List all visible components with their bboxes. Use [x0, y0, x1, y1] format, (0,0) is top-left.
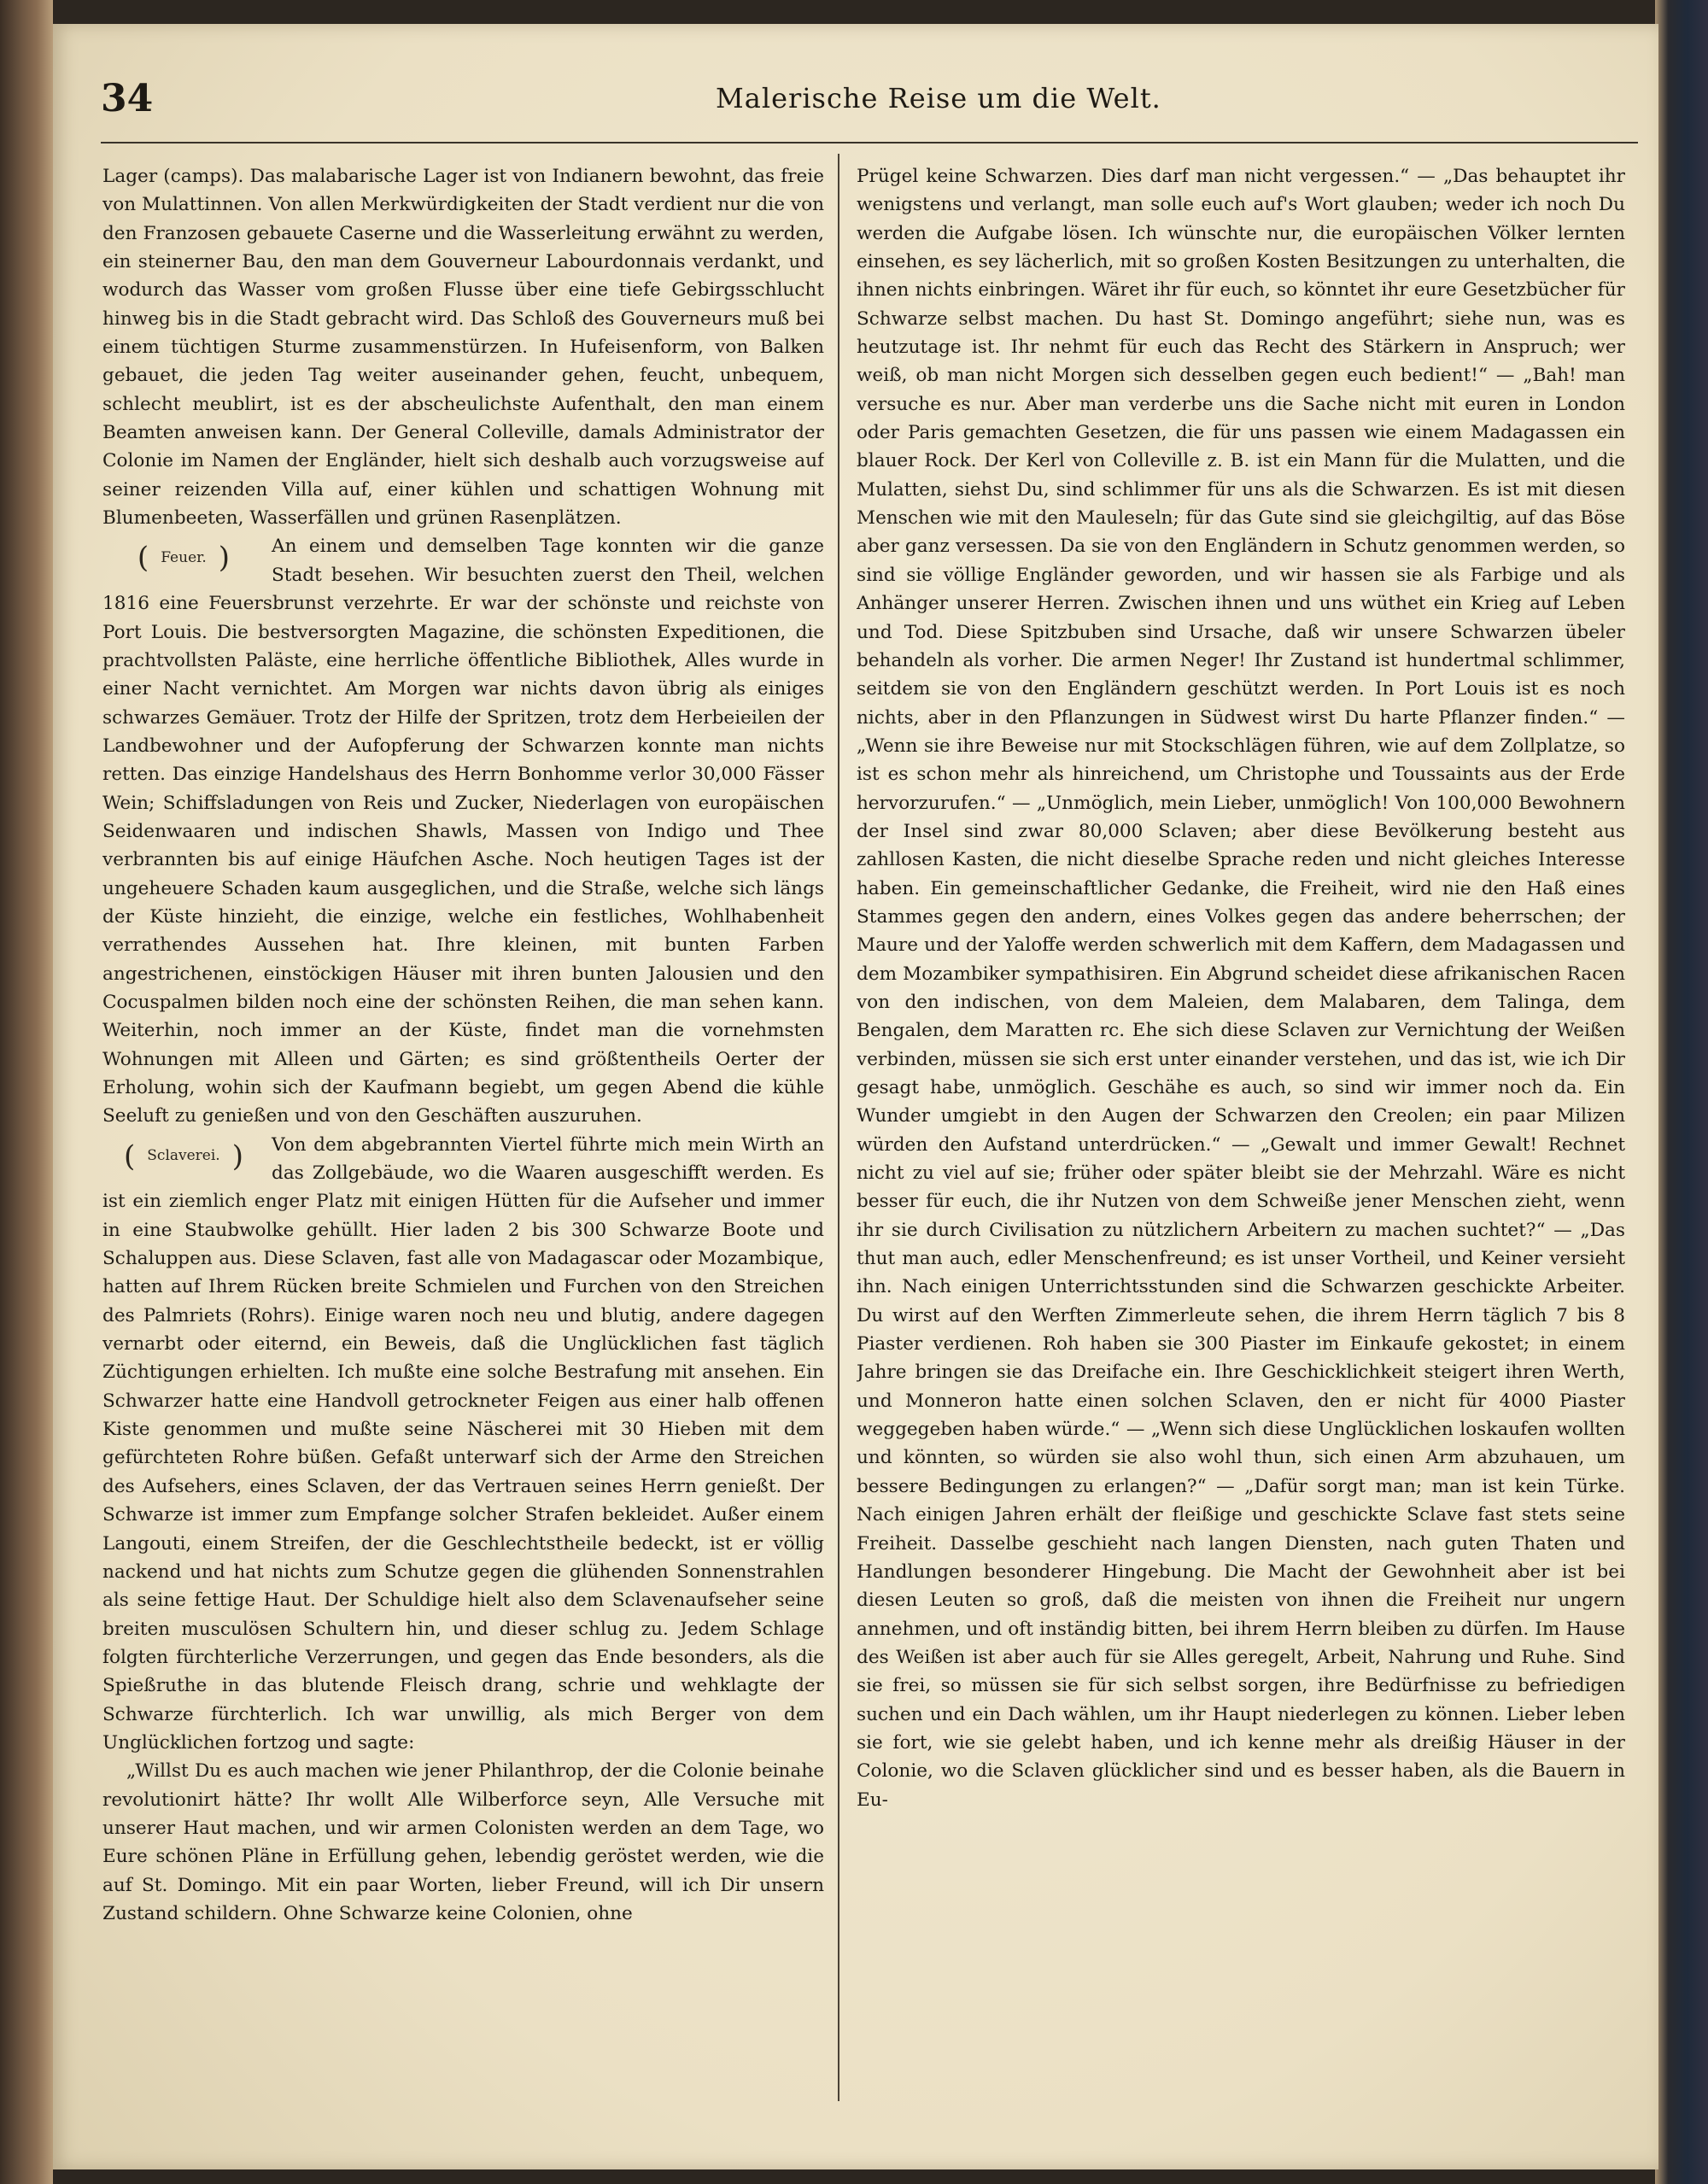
margin-note-text: Sclaverei.	[147, 1147, 220, 1165]
paragraph: Lager (camps). Das malabarische Lager ist von Indianern bewohnt, das freie von Mulattinnen. Von allen Merkwürdigkeiten der Stadt verdient nur die von den Franzosen gebauete Caserne und die Wasserleitung erwähnt zu werden, ein steinerner Bau, den man dem Gouverneur Labourdonnais verdankt, und wodurch das Wasser vom großen Flusse über eine tiefe Gebirgsschlucht hinweg bis in die Stadt gebracht wird. Das Schloß des Gouverneurs muß bei einem tüchtigen Sturme zusammenstürzen. In Hufeisenform, von Balken gebauet, die jeden Tag weiter auseinander gehen, feucht, unbequem, schlecht meublirt, ist es der abscheulichste Aufenthalt, den man einem Beamten anweisen kann. Der General Colleville, damals Administrator der Colonie im Namen der Engländer, hielt sich deshalb auch vorzugsweise auf seiner reizenden Villa auf, einer kühlen und schattigen Wohnung mit Blumenbeeten, Wasserfällen und grünen Rasenplätzen.	[102, 166, 824, 530]
left-column	[102, 162, 824, 2101]
margin-note-text: Feuer.	[161, 548, 207, 566]
paragraph: Von dem abgebrannten Viertel führte mich mein Wirth an das Zollgebäude, wo die Waaren ausgeschifft werden. Es ist ein ziemlich enger Platz mit einigen Hütten für die Aufseher und immer in eine Staubwolke gehüllt. Hier laden 2 bis 300 Schwarze Boote und Schaluppen aus. Diese Sclaven, fast alle von Madagascar oder Mozambique, hatten auf Ihrem Rücken breite Schmielen und Furchen von den Streichen des Palmriets (Rohrs). Einige waren noch neu und blutig, andere dagegen vernarbt oder eiternd, ein Beweis, daß die Unglücklichen fast täglich Züchtigungen erhielten. Ich mußte eine solche Bestrafung mit ansehen. Ein Schwarzer hatte eine Handvoll getrockneter Feigen aus einer halb offenen Kiste genommen und mußte seine Näscherei mit 30 Hieben mit dem gefürchteten Rohre büßen. Gefaßt unterwarf sich der Arme den Streichen des Aufsehers, eines Sclaven, der das Vertrauen seines Herrn genießt. Der Schwarze ist immer zum Empfange solcher Strafen bekleidet. Außer einem Langouti, einem Streifen, der die Geschlechtstheile bedeckt, ist er völlig nackend und hat nichts zum Schutze gegen die glühenden Sonnenstrahlen als seine fettige Haut. Der Schuldige hielt also dem Sclavenaufseher seine breiten musculösen Schultern hin, und dieser schlug zu. Jedem Schlage folgten fürchterliche Verzerrungen, und gegen das Ende besonders, als die Spießruthe in das blutende Fleisch drang, schrie und wehklagte der Schwarze fürchterlich. Ich war unwillig, als mich Berger von dem Unglücklichen fortzog und sagte:	[102, 1133, 824, 1754]
margin-note-feuer: ( Feuer. )	[137, 541, 231, 576]
right-column	[857, 162, 1625, 2101]
column-divider	[838, 154, 839, 2101]
book-edge	[1655, 0, 1708, 2184]
header-rule	[101, 142, 1638, 143]
page-header	[101, 77, 1570, 128]
paragraph: „Willst Du es auch machen wie jener Philanthrop, der die Colonie beinahe revolutionirt hätte? Ihr wollt Alle Wilberforce seyn, Alle Versuche mit unserer Haut machen, und wir armen Colonisten werden an dem Tage, wo Eure schönen Pläne in Erfüllung gehen, lebendig geröstet werden, wie die auf St. Domingo. Mit ein paar Worten, lieber Freund, will ich Dir unsern Zustand schildern. Ohne Schwarze keine Colonien, ohne	[102, 1760, 824, 1924]
margin-note-sclaverei: ( Sclaverei. )	[124, 1139, 243, 1174]
page-number: 34	[101, 77, 154, 120]
running-title: Malerische Reise um die Welt.	[716, 82, 1161, 114]
paragraph: An einem und demselben Tage konnten wir die ganze Stadt besehen. Wir besuchten zuerst den Theil, welchen 1816 eine Feuersbrunst verzehrte. Er war der schönste und reichste von Port Louis. Die bestversorgten Magazine, die schönsten Expeditionen, die prachtvollsten Paläste, eine herrliche öffentliche Bibliothek, Alles wurde in einer Nacht vernichtet. Am Morgen war nichts davon übrig als einiges schwarzes Gemäuer. Trotz der Hilfe der Spritzen, trotz dem Herbeieilen der Landbewohner und der Aufopferung der Schwarzen konnte man nichts retten. Das einzige Handelshaus des Herrn Bonhomme verlor 30,000 Fässer Wein; Schiffsladungen von Reis und Zucker, Niederlagen von europäischen Seidenwaaren und indischen Shawls, Massen von Indigo und Thee verbrannten bis auf einige Häufchen Asche. Noch heutigen Tages ist der ungeheuere Schaden kaum ausgeglichen, und die Straße, welche sich längs der Küste hinzieht, die einzige, welche ein festliches, Wohlhabenheit verrathendes Aussehen hat. Ihre kleinen, mit bunten Farben angestrichenen, einstöckigen Häuser mit ihren bunten Jalousien und den Cocuspalmen bilden noch eine der schönsten Reihen, die man sehen kann. Weiterhin, noch immer an der Küste, findet man die vornehmsten Wohnungen mit Alleen und Gärten; es sind größtentheils Oerter der Erholung, wohin sich der Kaufmann begiebt, um gegen Abend die kühle Seeluft zu genießen und von den Geschäften auszuruhen.	[102, 536, 824, 1127]
paragraph: Prügel keine Schwarzen. Dies darf man nicht vergessen.“ — „Das behauptet ihr wenigstens und verlangt, man solle euch auf's Wort glauben; weder ich noch Du werden die Aufgabe lösen. Ich wünschte nur, die europäischen Völker lernten einsehen, es sey lächerlich, mit so großen Kosten Besitzungen zu unterhalten, die ihnen nichts einbringen. Wäret ihr für euch, so könntet ihr eure Gesetzbücher für Schwarze selbst machen. Du hast St. Domingo angeführt; siehe nun, was es heutzutage ist. Ihr nehmt für euch das Recht des Stärkern in Anspruch; wer weiß, ob man nicht Morgen sich desselben gegen euch bedient!“ — „Bah! man versuche es nur. Aber man verderbe uns die Sache nicht mit euren in London oder Paris gemachten Gesetzen, die für uns passen wie einem Madagassen ein blauer Rock. Der Kerl von Colleville z. B. ist ein Mann für die Mulatten, und die Mulatten, siehst Du, sind schlimmer für uns als die Schwarzen. Es ist mit diesen Menschen wie mit den Mauleseln; für das Gute sind sie gleichgiltig, auf das Böse aber ganz versessen. Da sie von den Engländern in Schutz genommen werden, so sind sie völlige Engländer geworden, und wir hassen sie als Farbige und als Anhänger unserer Herren. Zwischen ihnen und uns wüthet ein Krieg auf Leben und Tod. Diese Spitzbuben sind Ursache, daß wir unsere Schwarzen übeler behandeln als vorher. Die armen Neger! Ihr Zustand ist hundertmal schlimmer, seitdem sie von den Engländern geschützt werden. In Port Louis ist es noch nichts, aber in den Pflanzungen in Südwest wirst Du harte Pflanzer finden.“ — „Wenn sie ihre Beweise nur mit Stockschlägen führen, wie auf dem Zollplatze, so ist es schon mehr als hinreichend, um Christophe und Toussaints aus der Erde hervorzurufen.“ — „Unmöglich, mein Lieber, unmöglich! Von 100,000 Bewohnern der Insel sind zwar 80,000 Sclaven; aber diese Bevölkerung besteht aus zahllosen Kasten, die nicht dieselbe Sprache reden und nicht gleiches Interesse haben. Ein gemeinschaftlicher Gedanke, die Freiheit, wird nie den Haß eines Stammes gegen den andern, eines Volkes gegen das andere beherrschen; der Maure und der Yaloffe werden schwerlich mit dem Kaffern, dem Madagassen und dem Mozambiker sympathisiren. Ein Abgrund scheidet diese afrikanischen Racen von den indischen, von dem Maleien, dem Malabaren, dem Talinga, dem Bengalen, dem Maratten rc. Ehe sich diese Sclaven zur Vernichtung der Weißen verbinden, müssen sie sich erst unter einander verstehen, und das ist, wie ich Dir gesagt habe, unmöglich. Geschähe es auch, so sind wir immer noch da. Ein Wunder umgiebt in den Augen der Schwarzen den Creolen; ein paar Milizen würden den Aufstand unterdrücken.“ — „Gewalt und immer Gewalt! Rechnet nicht zu viel auf sie; früher oder später bleibt sie der Mehrzahl. Wäre es nicht besser für euch, die ihr Nutzen von dem Schweiße jener Menschen zieht, wenn ihr sie durch Civilisation zu nützlichern Arbeitern zu machen suchtet?“ — „Das thut man auch, edler Menschenfreund; es ist unser Vortheil, und Keiner versieht ihn. Nach einigen Unterrichtsstunden sind die Schwarzen geschickte Arbeiter. Du wirst auf den Werften Zimmerleute sehen, die ihrem Herrn täglich 7 bis 8 Piaster verdienen. Roh haben sie 300 Piaster im Einkaufe gekostet; in einem Jahre bringen sie das Dreifache ein. Ihre Geschicklichkeit steigert ihren Werth, und Monneron hatte einen solchen Sclaven, den er nicht für 4000 Piaster weggegeben haben würde.“ — „Wenn sich diese Unglücklichen loskaufen wollten und könnten, so würden sie also wohl thun, sich einen Arm abzuhauen, um bessere Bedingungen zu erlangen?“ — „Dafür sorgt man; man ist kein Türke. Nach einigen Jahren erhält der fleißige und geschickte Sclave fast stets seine Freiheit. Dasselbe geschieht nach langen Diensten, nach guten Thaten und Handlungen besonderer Hingebung. Die Macht der Gewohnheit aber ist bei diesen Leuten so groß, daß die meisten von ihnen die Freiheit nur ungern annehmen, und oft inständig bitten, bei ihrem Herrn bleiben zu dürfen. Im Hause des Weißen ist aber auch für sie Alles geregelt, Arbeit, Nahrung und Ruhe. Sind sie frei, so müssen sie für sich selbst sorgen, ihre Bedürfnisse zu befriedigen suchen und ein Dach wählen, um ihr Haupt niederlegen zu können. Lieber leben sie fort, wie sie gelebt haben, und ich kenne mehr als dreißig Häuser in der Colonie, wo die Sclaven glücklicher sind und es besser haben, als die Bauern in Eu-	[857, 166, 1625, 1811]
book-binding	[0, 0, 53, 2184]
